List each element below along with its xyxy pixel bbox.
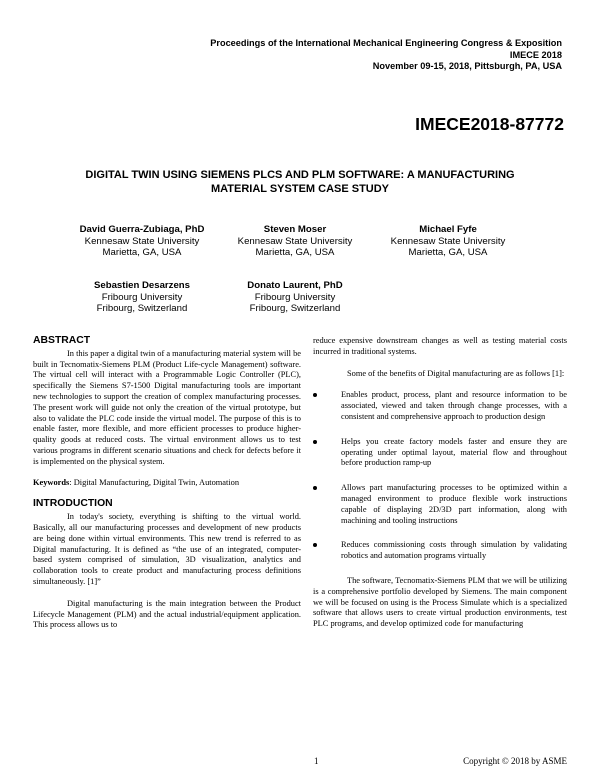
bullet-icon [313,440,317,444]
paper-id: IMECE2018-87772 [415,114,564,134]
list-item: Enables product, process, plant and resource information to be associated, viewed and taken through change processes, with a consistent and comprehensive approach to production design [313,390,567,422]
page-number: 1 [314,756,319,766]
author-affiliation: Kennesaw State University [390,235,506,247]
author-name: Sebastien Desarzens [94,280,190,291]
paper-title [40,168,560,196]
proceedings-line: November 09-15, 2018, Pittsburgh, PA, USA [372,61,562,71]
introduction-heading: INTRODUCTION [33,498,113,510]
bullet-icon [313,543,317,547]
right-column [313,336,567,630]
author-location: Marietta, GA, USA [408,247,488,259]
list-item: Helps you create factory models faster and ensure they are operating under optimal layout, material flow and throughout before production ramp-up [313,437,567,469]
proceedings-header [210,38,562,73]
author-affiliation: Fribourg University [101,291,183,303]
author-block [62,224,222,259]
author-block [215,280,375,315]
author-affiliation: Kennesaw State University [237,235,353,247]
author-name: Donato Laurent, PhD [247,280,343,291]
benefits-list [313,390,567,562]
author-block [62,280,222,315]
copyright-notice: Copyright © 2018 by ASME [463,756,567,766]
list-item: Reduces commissioning costs through simulation by validating robotics and automation programs virtually [313,540,567,562]
keywords-text: : Digital Manufacturing, Digital Twin, Automation [69,477,240,487]
author-name: Michael Fyfe [419,224,477,235]
proceedings-line: Proceedings of the International Mechanical Engineering Congress & Exposition [210,38,562,48]
continuation-paragraph: reduce expensive downstream changes as well as testing material costs incurred in traditional systems. [313,336,567,356]
author-block [215,224,375,259]
author-location: Marietta, GA, USA [255,247,335,259]
introduction-paragraph: Digital manufacturing is the main integration between the Product Lifecycle Management (PLM) and the actual industrial/equipment application. This process allows us to [33,598,301,630]
left-column [33,336,301,631]
author-affiliation: Fribourg University [254,291,336,303]
list-item: Allows part manufacturing processes to be optimized within a managed environment to produce flexible work instructions capable of displaying 2D/3D part information, along with machining and tooling instructions [313,483,567,526]
author-block [368,224,528,259]
introduction-paragraph: In today's society, everything is shifting to the virtual world. Basically, all our manufacturing processes and development of new products are being done within virtual environments. This new trend is referred to as Digital manufacturing. It is defined as “the use of an integrated, computer-based system comprised of simulation, 3D visualization, analytics and collaboration tools to create product and manufacturing process definitions simultaneously. [1]” [33,512,301,586]
software-paragraph: The software, Tecnomatix-Siemens PLM that we will be utilizing is a comprehensive portfolio developed by Siemens. The main component we will be focused on using is the Process Simulate which is a specialized software that allows users to create virtual production environments, test PLC programs, and develop optimized code for manufacturing [313,575,567,629]
title-line: DIGITAL TWIN USING SIEMENS PLCS AND PLM SOFTWARE: A MANUFACTURING [85,169,515,181]
title-line: MATERIAL SYSTEM CASE STUDY [210,183,390,195]
abstract-heading: ABSTRACT [33,335,91,346]
author-affiliation: Kennesaw State University [84,235,200,247]
author-location: Marietta, GA, USA [102,247,182,259]
author-location: Fribourg, Switzerland [249,303,341,315]
author-name: David Guerra-Zubiaga, PhD [79,224,205,235]
bullet-icon [313,393,317,397]
keywords [33,478,301,489]
author-location: Fribourg, Switzerland [96,303,188,315]
bullet-icon [313,486,317,490]
author-name: Steven Moser [263,224,327,235]
keywords-label: Keywords [33,477,70,487]
abstract-text: In this paper a digital twin of a manufacturing material system will be built in Tecnomatix-Siemens PLM (Product Life-cycle Management) software. The virtual cell will interact with a Programmable Logic Controller (PLC), specifically the Siemens S7-1500 Digital manufacturing tools are important new technologies to support the creation of complex manufacturing processes. The present work will guide not only the creation of the virtual prototype, but also to validate the PLC code inside the virtual model. The purpose of this is to enable faster, more flexible, and more efficient processes to produce higher-quality goods at reduced costs. The virtual environment allows us to test various programs in different scenario situations and check for defects before it is implemented on the physical system. [33,348,301,466]
benefits-intro: Some of the benefits of Digital manufacturing are as follows [1]: [347,368,565,378]
proceedings-line: IMECE 2018 [509,49,562,60]
